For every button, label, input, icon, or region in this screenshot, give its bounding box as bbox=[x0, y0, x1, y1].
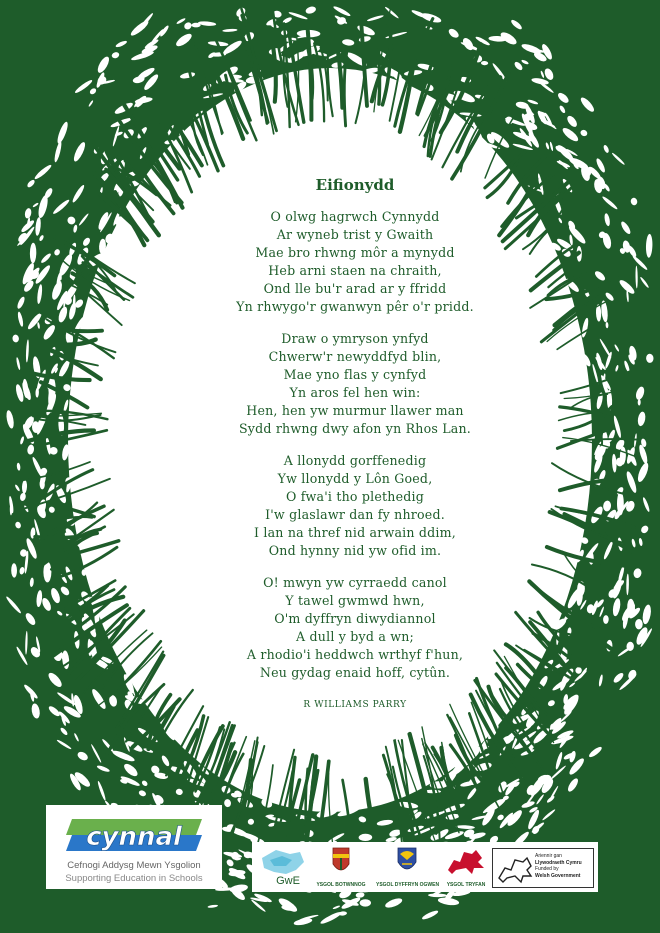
cynnal-logo-text: cynnal bbox=[86, 822, 182, 852]
stanza-3 bbox=[200, 452, 510, 560]
poem-line: Yn rhwygo'r gwanwyn pêr o'r pridd. bbox=[236, 299, 474, 314]
poem-line: I'w glaslawr dan fy nhroed. bbox=[265, 507, 445, 522]
ysgol-tryfan-label: YSGOL TRYFAN bbox=[446, 882, 486, 888]
poem-author: R WILLIAMS PARRY bbox=[303, 700, 407, 710]
poem-line: Mae bro rhwng môr a mynydd bbox=[255, 245, 455, 260]
wg-line: Funded by bbox=[535, 866, 559, 872]
cynnal-tagline-english: Supporting Education in Schools bbox=[65, 873, 203, 884]
ysgol-botwnnog-crest bbox=[316, 844, 366, 890]
poem-line: Sydd rhwng dwy afon yn Rhos Lan. bbox=[238, 421, 472, 436]
poem-line: Heb arni staen na chraith, bbox=[268, 263, 442, 278]
poem-line: Ond hynny nid yw ofid im. bbox=[268, 543, 442, 558]
cynnal-logo bbox=[66, 815, 202, 855]
poem-line: Hen, hen yw murmur llawer man bbox=[246, 403, 464, 418]
poem-line: Ond lle bu'r arad ar y ffridd bbox=[263, 281, 447, 296]
poem-line: A dull y byd a wn; bbox=[296, 629, 414, 644]
poem-line: Ar wyneb trist y Gwaith bbox=[276, 227, 434, 242]
cynnal-logo-panel bbox=[46, 805, 222, 889]
poem-line: Yw llonydd y Lôn Goed, bbox=[277, 471, 433, 486]
gwe-text: GwE bbox=[276, 875, 300, 887]
poem bbox=[200, 176, 510, 710]
ysgol-tryfan-crest bbox=[442, 844, 490, 890]
stanza-1 bbox=[200, 208, 510, 316]
gwe-logo bbox=[256, 844, 308, 890]
welsh-government-text bbox=[535, 853, 593, 879]
poem-line: O'm dyffryn diwydiannol bbox=[274, 611, 436, 626]
wg-line: Llywodraeth Cymru bbox=[535, 859, 582, 866]
welsh-government-logo bbox=[492, 848, 594, 888]
stanza-2 bbox=[200, 330, 510, 438]
poem-line: I lan na thref nid arwain ddim, bbox=[253, 525, 457, 540]
stanza-4 bbox=[200, 574, 510, 682]
poem-line: Mae yno flas y cynfyd bbox=[283, 367, 427, 382]
poem-line: Y tawel gwmwd hwn, bbox=[285, 593, 425, 608]
poem-line: O olwg hagrwch Cynnydd bbox=[270, 209, 440, 224]
poem-line: Chwerw'r newyddfyd blin, bbox=[268, 349, 442, 364]
poem-line: A rhodio'i heddwch wrthyf f'hun, bbox=[246, 647, 464, 662]
poem-title: Eifionydd bbox=[315, 176, 395, 194]
poem-line: Neu gydag enaid hoff, cytûn. bbox=[259, 665, 451, 680]
poem-line: O fwa'i tho plethedig bbox=[285, 489, 425, 504]
poem-line: Yn aros fel hen win: bbox=[289, 385, 421, 400]
wg-line: Welsh Government bbox=[535, 872, 581, 879]
sponsor-logos-panel bbox=[252, 842, 598, 892]
ysgol-botwnnog-label: YSGOL BOTWNNOG bbox=[316, 882, 366, 888]
poem-line: A llonydd gorffenedig bbox=[283, 453, 427, 468]
ysgol-dyffryn-ogwen-crest bbox=[376, 844, 438, 890]
ysgol-dyffryn-ogwen-label: YSGOL DYFFRYN OGWEN bbox=[376, 882, 440, 888]
poem-line: Draw o ymryson ynfyd bbox=[281, 331, 429, 346]
wg-line: Ariennir gan bbox=[535, 853, 562, 859]
cynnal-tagline-welsh: Cefnogi Addysg Mewn Ysgolion bbox=[67, 860, 201, 871]
poem-line: O! mwyn yw cyrraedd canol bbox=[263, 575, 447, 590]
welsh-dragon-icon bbox=[495, 850, 535, 886]
